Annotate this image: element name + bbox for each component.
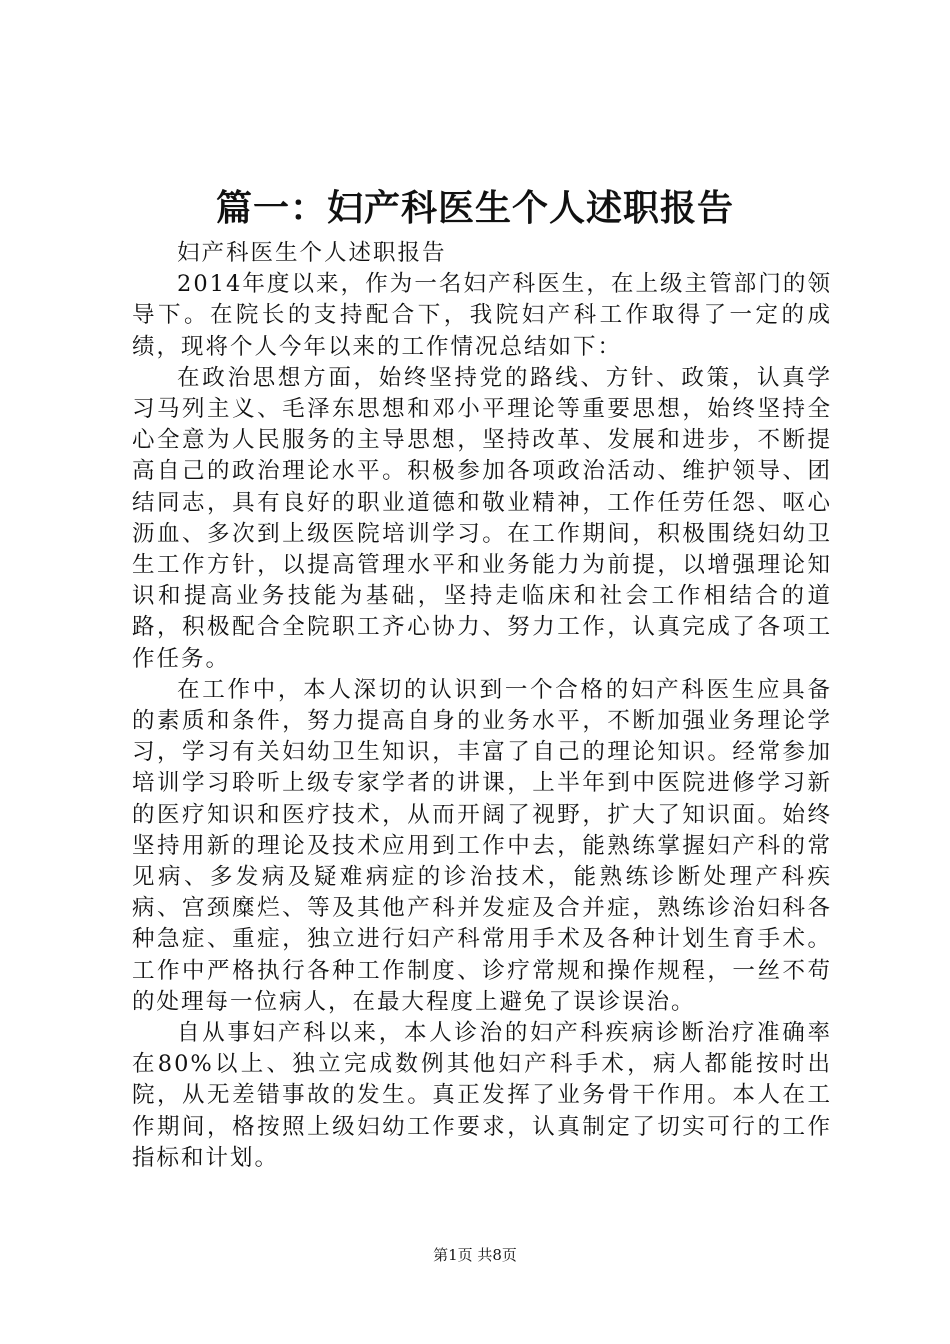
paragraph-work: 在工作中，本人深切的认识到一个合格的妇产科医生应具备的素质和条件，努力提高自身的业务水平，不断加强业务理论学习，学习有关妇幼卫生知识，丰富了自己的理论知识。经常参加培训学习聆听上级专家学者的讲课，上半年到中医院进修学习新的医疗知识和医疗技术，从而开阔了视野，扩大了知识面。始终坚持用新的理论及技术应用到工作中去，能熟练掌握妇产科的常见病、多发病及疑难病症的诊治技术，能熟练诊断处理产科疾病、宫颈糜烂、等及其他产科并发症及合并症，熟练诊治妇科各种急症、重症，独立进行妇产科常用手术及各种计划生育手术。工作中严格执行各种工作制度、诊疗常规和操作规程，一丝不苟的处理每一位病人，在最大程度上避免了误诊误治。	[132, 676, 832, 1015]
document-body	[132, 238, 832, 1174]
paragraph-intro: 2014年度以来，作为一名妇产科医生，在上级主管部门的领导下。在院长的支持配合下，我院妇产科工作取得了一定的成绩，现将个人今年以来的工作情况总结如下：	[132, 271, 832, 360]
paragraph-political: 在政治思想方面，始终坚持党的路线、方针、政策，认真学习马列主义、毛泽东思想和邓小平理论等重要思想，始终坚持全心全意为人民服务的主导思想，坚持改革、发展和进步，不断提高自己的政治理论水平。积极参加各项政治活动、维护领导、团结同志，具有良好的职业道德和敬业精神，工作任劳任怨、呕心沥血、多次到上级医院培训学习。在工作期间，积极围绕妇幼卫生工作方针，以提高管理水平和业务能力为前提，以增强理论知识和提高业务技能为基础，坚持走临床和社会工作相结合的道路，积极配合全院职工齐心协力、努力工作，认真完成了各项工作任务。	[132, 364, 832, 672]
page-footer: 第1页 共8页	[433, 1246, 517, 1264]
document-title: 篇一：妇产科医生个人述职报告	[215, 187, 734, 229]
paragraph-results: 自从事妇产科以来，本人诊治的妇产科疾病诊断治疗准确率在80%以上、独立完成数例其他妇产科手术，病人都能按时出院，从无差错事故的发生。真正发挥了业务骨干作用。本人在工作期间，格按照上级妇幼工作要求，认真制定了切实可行的工作指标和计划。	[132, 1020, 832, 1171]
document-subtitle: 妇产科医生个人述职报告	[177, 240, 447, 266]
